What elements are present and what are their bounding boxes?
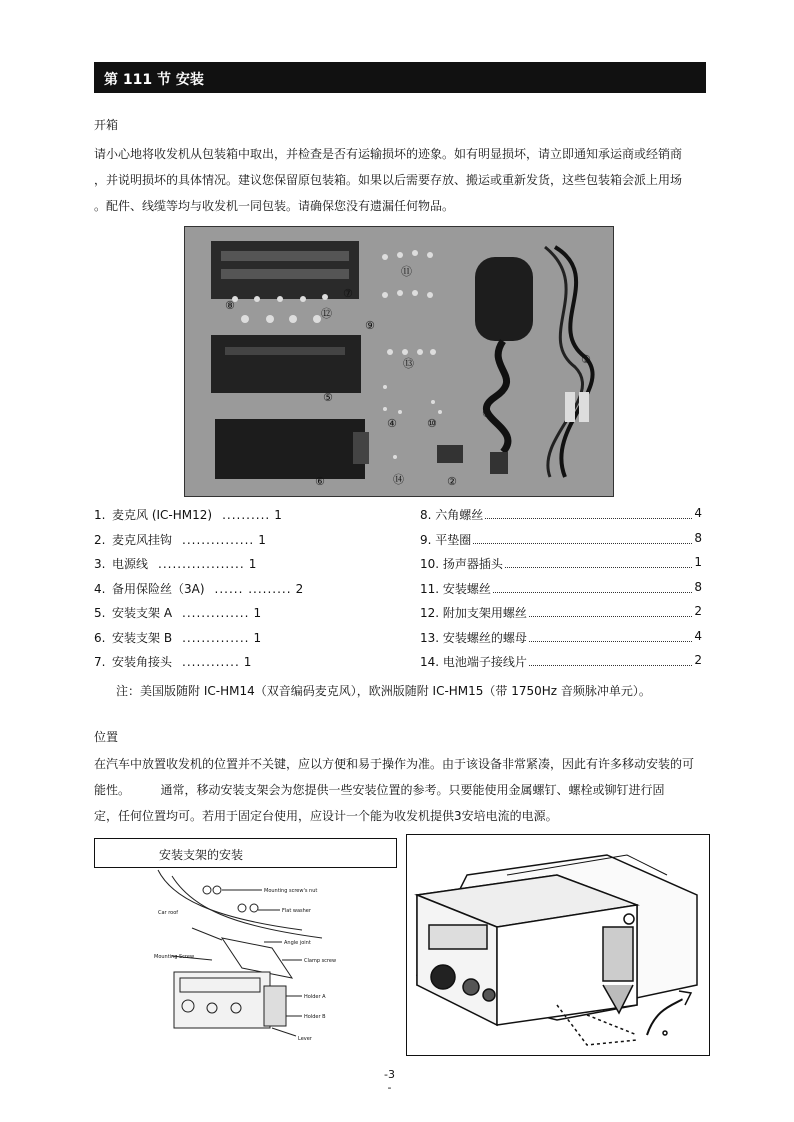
part-quantity: 1 xyxy=(274,508,282,522)
photo-label-7: ⑦ xyxy=(343,287,353,300)
part-number: 6. xyxy=(94,630,106,645)
parts-right-row xyxy=(420,531,702,548)
parts-left-row xyxy=(94,604,261,621)
parts-left-row xyxy=(94,580,303,597)
part-quantity: 1 xyxy=(694,555,702,569)
part-leader-dots: ............ xyxy=(182,655,240,669)
part-number: 3. xyxy=(94,557,106,571)
transceiver-holder-drawing xyxy=(407,835,709,1055)
parts-right-row xyxy=(420,580,702,597)
photo-label-14: ⑭ xyxy=(393,473,404,486)
parts-right-row xyxy=(420,653,702,670)
location-line-1: 在汽车中放置收发机的位置并不关键，应以方便和易于操作为准。由于该设备非常紧凑，因此有许多移动安装的可 xyxy=(94,757,695,771)
part-quantity: 4 xyxy=(694,628,702,643)
fig-label-roof: Car roof xyxy=(158,910,179,916)
unpacking-heading: 开箱 xyxy=(94,118,119,132)
parts-right-row xyxy=(420,604,702,621)
part-leader-dots: .................. xyxy=(158,557,245,571)
unpacking-line-1: 请小心地将收发机从包装箱中取出，并检查是否有运输损坏的迹象。如有明显损坏，请立即通知承运商或经销商 xyxy=(94,147,683,161)
transceiver-holder-figure xyxy=(406,834,710,1056)
parts-left-row xyxy=(94,555,256,572)
part-quantity: 2 xyxy=(694,604,702,618)
version-note: 注：美国版随附 IC-HM14（双音编码麦克风），欧洲版随附 IC-HM15（带 1750Hz 音频脉冲单元）。 xyxy=(116,684,651,698)
part-label: 12. 附加支架用螺丝 xyxy=(420,606,527,620)
part-label: 电源线 xyxy=(112,557,149,571)
part-quantity: 1 xyxy=(258,532,266,547)
location-paragraph xyxy=(94,751,710,829)
parts-list-left xyxy=(94,506,394,676)
photo-label-9: ⑨ xyxy=(365,319,375,332)
fig-label-lever: Lever xyxy=(298,1036,312,1042)
fig-label-holder-b: Holder B xyxy=(304,1014,326,1020)
bracket-b-shape xyxy=(211,335,361,393)
part-leader-dots: .............. xyxy=(182,630,250,645)
part-label: 14. 电池端子接线片 xyxy=(420,655,527,669)
part-label: 麦克风 (IC-HM12) xyxy=(112,508,213,522)
parts-right-row xyxy=(420,506,702,523)
photo-label-1: ① xyxy=(482,407,492,420)
photo-label-13: ⑬ xyxy=(403,357,414,370)
part-label: 9. 平垫圈 xyxy=(420,532,472,547)
part-label: 10. 扬声器插头 xyxy=(420,557,503,571)
photo-label-4: ④ xyxy=(387,417,397,430)
holder-shape xyxy=(215,419,365,479)
location-heading: 位置 xyxy=(94,730,119,744)
fig-label-nut: Mounting screw's nut xyxy=(264,888,318,894)
part-label: 11. 安装螺丝 xyxy=(420,581,491,596)
photo-label-8: ⑧ xyxy=(225,299,235,312)
part-leader-dots xyxy=(529,653,692,666)
fig-label-holder-a: Holder A xyxy=(304,994,326,1000)
bracket-install-title: 安装支架的安装 xyxy=(159,848,244,862)
part-leader-dots xyxy=(473,531,692,544)
part-label: 8. 六角螺丝 xyxy=(420,508,484,522)
parts-left-row xyxy=(94,531,266,548)
bracket-install-box xyxy=(94,838,397,868)
section-title: 第 111 节 安装 xyxy=(104,72,204,88)
page-number-text: -3 xyxy=(384,1068,395,1081)
part-label: 安装支架 B xyxy=(112,630,173,645)
bracket-install-figure xyxy=(152,868,402,1048)
parts-left-row xyxy=(94,629,261,646)
part-label: 麦克风挂钩 xyxy=(112,532,173,547)
bracket-install-drawing xyxy=(152,868,402,1048)
part-leader-dots xyxy=(493,580,692,593)
part-label: 安装角接头 xyxy=(112,655,173,669)
photo-label-3: ③ xyxy=(581,353,591,366)
part-label: 备用保险丝（3A) xyxy=(112,581,205,596)
parts-right-row xyxy=(420,629,702,646)
part-quantity: 8 xyxy=(694,530,702,545)
part-quantity: 2 xyxy=(694,653,702,667)
part-quantity: 1 xyxy=(248,557,257,571)
section-header-bar xyxy=(94,62,706,93)
fig-label-screw: Mounting Screw xyxy=(154,954,195,960)
location-line-2: 能性。 通常，移动安装支架会为您提供一些安装位置的参考。只要能使用金属螺钉、螺栓或铆钉进行固 xyxy=(94,783,665,797)
part-leader-dots xyxy=(505,555,692,568)
location-line-3: 定，任何位置均可。若用于固定台使用，应设计一个能为收发机提供3安培电流的电源。 xyxy=(94,809,558,823)
part-leader-dots: .......... xyxy=(222,508,271,522)
photo-label-10: ⑩ xyxy=(427,417,437,430)
part-number: 4. xyxy=(94,581,106,596)
part-quantity: 4 xyxy=(694,506,702,520)
photo-label-5: ⑤ xyxy=(323,391,333,404)
part-number: 2. xyxy=(94,532,106,547)
part-quantity: 8 xyxy=(694,579,702,594)
photo-label-11: ⑪ xyxy=(401,265,412,278)
part-label: 13. 安装螺丝的螺母 xyxy=(420,630,527,645)
part-leader-dots: ...... ......... xyxy=(214,581,292,596)
part-leader-dots: .............. xyxy=(182,606,250,620)
part-quantity: 2 xyxy=(295,581,304,596)
part-number: 7. xyxy=(94,655,106,669)
part-leader-dots xyxy=(529,629,692,642)
fig-label-clamp: Clamp screw xyxy=(304,958,337,964)
part-quantity: 1 xyxy=(243,655,252,669)
photo-label-6: ⑥ xyxy=(315,475,325,488)
part-number: 5. xyxy=(94,606,106,620)
part-leader-dots xyxy=(485,506,692,519)
accessories-photo-drawing xyxy=(185,227,613,496)
unpacking-line-2: ，并说明损坏的具体情况。建议您保留原包装箱。如果以后需要存放、搬运或重新发货，这些包装箱会派上用场 xyxy=(94,173,683,187)
accessories-photo xyxy=(184,226,614,497)
unpacking-line-3: 。配件、线缆等均与收发机一同包装。请确保您没有遗漏任何物品。 xyxy=(94,199,455,213)
parts-list-right xyxy=(420,506,702,676)
part-number: 1. xyxy=(94,508,106,522)
part-leader-dots: ............... xyxy=(182,532,255,547)
part-quantity: 1 xyxy=(253,606,262,620)
parts-left-row xyxy=(94,653,251,670)
photo-label-2: ② xyxy=(447,475,457,488)
microphone-shape xyxy=(475,257,533,341)
photo-label-12: ⑫ xyxy=(321,307,332,320)
fig-label-angle: Angle joint xyxy=(284,940,311,946)
fig-label-washer: Flat washer xyxy=(282,908,311,914)
parts-left-row xyxy=(94,506,282,523)
page-number-dash: - xyxy=(387,1081,392,1094)
part-leader-dots xyxy=(529,604,692,617)
unpacking-paragraph xyxy=(94,141,710,219)
part-label: 安装支架 A xyxy=(112,606,173,620)
page-number xyxy=(384,1068,395,1094)
parts-right-row xyxy=(420,555,702,572)
part-quantity: 1 xyxy=(253,630,262,645)
